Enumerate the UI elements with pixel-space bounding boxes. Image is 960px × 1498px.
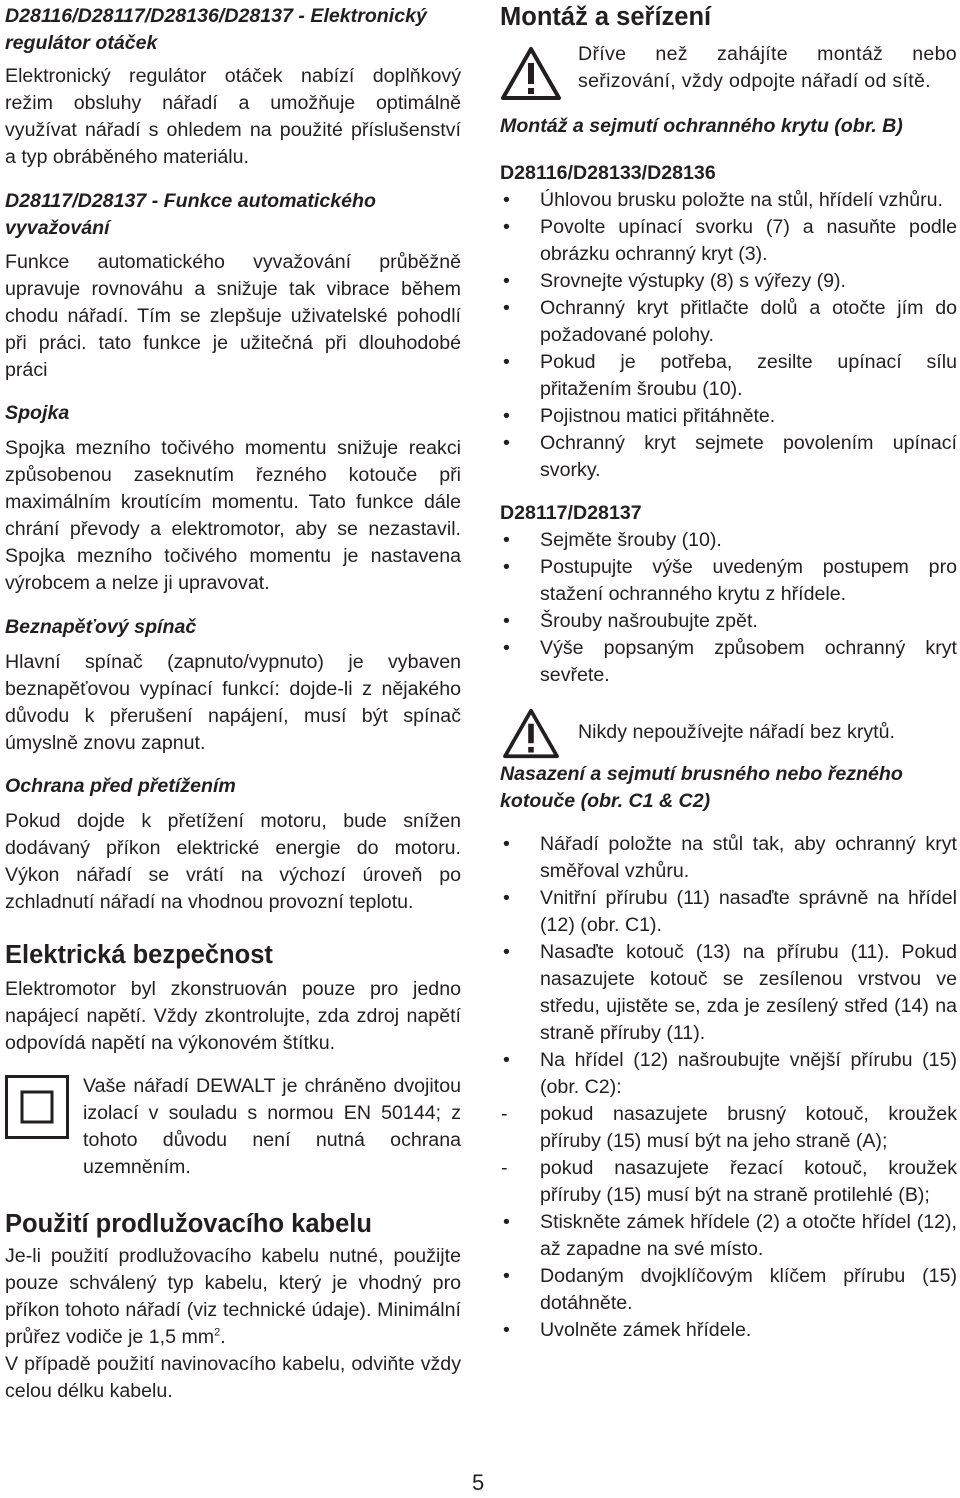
list-item: • Výše popsaným způsobem ochranný kryt sevřete. bbox=[500, 635, 957, 689]
paragraph-speed-regulator: Elektronický regulátor otáček nabízí doplňkový režim obsluhy nářadí a umožňuje optimálně využívat nářadí s ohledem na použité příslušenství a typ obráběného materiálu. bbox=[5, 65, 461, 168]
model-group-1-list bbox=[500, 187, 957, 484]
warning-triangle-icon bbox=[500, 45, 562, 101]
section-title-no-volt-switch: Beznapěťový spínač bbox=[5, 616, 197, 638]
cable-superscript: 2 bbox=[214, 1326, 221, 1339]
section-title-disc: Nasazení a sejmutí brusného nebo řezného kotouče (obr. C1 & C2) bbox=[500, 763, 903, 812]
right-column bbox=[500, 0, 957, 1344]
list-item: • Povolte upínací svorku (7) a nasuňte podle obrázku ochranný kryt (3). bbox=[500, 214, 957, 268]
warning-triangle-icon bbox=[500, 707, 562, 759]
paragraph-assembly-warning: Dříve než zahájíte montáž nebo seřizování, vždy odpojte nářadí od sítě. bbox=[578, 43, 957, 92]
paragraph-overload: Pokud dojde k přetížení motoru, bude snížen dodávaný příkon elektrické energie do motoru. Výkon nářadí se vrátí na výchozí úroveň po zchladnutí nářadí na vhodnou provozní teplotu. bbox=[5, 810, 461, 913]
list-item: • Nasaďte kotouč (13) na přírubu (11). Pokud nasazujete kotouč se zesílenou vrstvou ve středu, ujistěte se, zda je zesílený střed (14) na straně příruby (11). bbox=[500, 939, 957, 1047]
assembly-warning bbox=[500, 41, 957, 95]
list-item: • Dodaným dvojklíčovým klíčem přírubu (15) dotáhněte. bbox=[500, 1263, 957, 1317]
list-item: • Šrouby našroubujte zpět. bbox=[500, 608, 957, 635]
list-item: • Pojistnou matici přitáhněte. bbox=[500, 403, 957, 430]
section-title-auto-balance: D28117/D28137 - Funkce automatického vyvažování bbox=[5, 190, 376, 239]
paragraph-auto-balance: Funkce automatického vyvažování průběžně upravuje rovnováhu a snižuje tak vibrace během chodu nářadí. Tím se zlepšuje uživatelské pohodlí při práci. tato funkce je užitečná při dlouhodobé práci bbox=[5, 251, 461, 381]
list-item: • Postupujte výše uvedeným postupem pro stažení ochranného krytu z hřídele. bbox=[500, 554, 957, 608]
paragraph-no-volt-switch: Hlavní spínač (zapnuto/vypnuto) je vybaven beznapěťovou vypínací funkcí: dojde-li z nějakého důvodu k přerušení napájení, musí být spínač úmyslně znovu zapnut. bbox=[5, 651, 461, 754]
list-item: • Stiskněte zámek hřídele (2) a otočte hřídel (12), až zapadne na své místo. bbox=[500, 1209, 957, 1263]
section-title-speed-regulator: D28116/D28117/D28136/D28137 - Elektronický regulátor otáček bbox=[5, 5, 427, 54]
guard-warning bbox=[500, 707, 957, 757]
section-title-extension-cable: Použití prodlužovacího kabelu bbox=[5, 1210, 372, 1238]
model-group-2-title: D28117/D28137 bbox=[500, 502, 642, 524]
paragraph-extension-cable bbox=[5, 1243, 461, 1351]
double-insulation-notice bbox=[5, 1073, 461, 1181]
section-title-electrical-safety: Elektrická bezpečnost bbox=[5, 941, 273, 969]
disc-sub-list bbox=[500, 1101, 957, 1209]
sub-list-item: - pokud nasazujete řezací kotouč, kroužek příruby (15) musí být na straně protilehlé (B); bbox=[500, 1155, 957, 1209]
list-item: • Srovnejte výstupky (8) s výřezy (9). bbox=[500, 268, 957, 295]
cable-text: Je-li použití prodlužovacího kabelu nutné, použijte pouze schválený typ kabelu, který je vhodný pro příkon tohoto nářadí (viz technické údaje). Minimální průřez vodiče je 1,5 mm bbox=[5, 1245, 461, 1348]
model-group-2-list bbox=[500, 527, 957, 689]
disc-list-continued bbox=[500, 1209, 957, 1344]
section-title-overload: Ochrana před přetížením bbox=[5, 775, 236, 797]
paragraph-electrical-safety: Elektromotor byl zkonstruován pouze pro jedno napájecí napětí. Vždy zkontrolujte, zda zdroj napětí odpovídá napětí na výkonovém štítku. bbox=[5, 978, 461, 1054]
paragraph-double-insulation: Vaše nářadí DEWALT je chráněno dvojitou izolací v souladu s normou EN 50144; z tohoto důvodu není nutná ochrana uzemněním. bbox=[83, 1075, 461, 1178]
double-insulation-icon bbox=[5, 1075, 69, 1139]
section-title-assembly: Montáž a seřízení bbox=[500, 3, 712, 31]
sub-list-item: - pokud nasazujete brusný kotouč, kroužek příruby (15) musí být na jeho straně (A); bbox=[500, 1101, 957, 1155]
list-item: • Vnitřní přírubu (11) nasaďte správně na hřídel (12) (obr. C1). bbox=[500, 885, 957, 939]
list-item: • Pokud je potřeba, zesilte upínací sílu přitažením šroubu (10). bbox=[500, 349, 957, 403]
list-item: • Úhlovou brusku položte na stůl, hřídelí vzhůru. bbox=[500, 187, 957, 214]
section-title-clutch: Spojka bbox=[5, 402, 70, 424]
cable-text-end: . bbox=[220, 1326, 226, 1348]
paragraph-guard-warning: Nikdy nepoužívejte nářadí bez krytů. bbox=[578, 721, 895, 743]
paragraph-reel-cable: V případě použití navinovacího kabelu, odviňte vždy celou délku kabelu. bbox=[5, 1353, 461, 1402]
list-item: • Nářadí položte na stůl tak, aby ochranný kryt směřoval vzhůru. bbox=[500, 831, 957, 885]
list-item: • Ochranný kryt sejmete povolením upínací svorky. bbox=[500, 430, 957, 484]
list-item: • Uvolněte zámek hřídele. bbox=[500, 1317, 957, 1344]
list-item: • Sejměte šrouby (10). bbox=[500, 527, 957, 554]
left-column bbox=[5, 0, 461, 1405]
model-group-1-title: D28116/D28133/D28136 bbox=[500, 162, 716, 184]
list-item: • Ochranný kryt přitlačte dolů a otočte jím do požadované polohy. bbox=[500, 295, 957, 349]
disc-list bbox=[500, 831, 957, 1101]
paragraph-clutch: Spojka mezního točivého momentu snižuje reakci způsobenou zaseknutím řezného kotouče při maximálním kroutícím momentu. Tato funkce dále chrání převody a elektromotor, aby se nezastavil. Spojka mezního točivého momentu je nastavena výrobcem a nelze ji upravovat. bbox=[5, 437, 461, 594]
list-item: • Na hřídel (12) našroubujte vnější přírubu (15) (obr. C2): bbox=[500, 1047, 957, 1101]
section-title-guard: Montáž a sejmutí ochranného krytu (obr. B) bbox=[500, 115, 903, 137]
page-number: 5 bbox=[472, 1470, 485, 1495]
